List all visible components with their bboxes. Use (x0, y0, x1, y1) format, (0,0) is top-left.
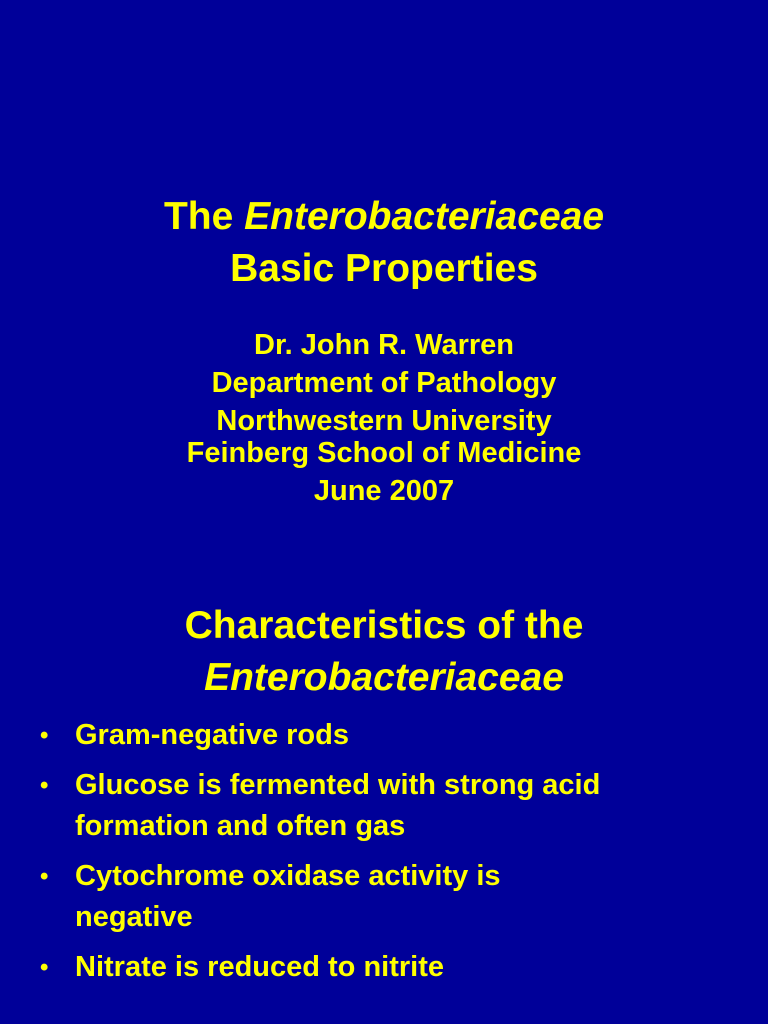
list-item (40, 856, 740, 938)
list-item (40, 715, 740, 756)
list-item (40, 765, 740, 847)
slide-title (0, 600, 768, 704)
date: June 2007 (313, 475, 455, 507)
bullet-line-1: Cytochrome oxidase activity is (75, 860, 501, 892)
title-line-1 (0, 191, 768, 243)
bullet-icon: • (40, 722, 49, 749)
title-line-1: Characteristics of the (184, 604, 584, 647)
title-line-2 (0, 652, 768, 704)
university: Northwestern University (216, 405, 552, 437)
content-slide (0, 512, 768, 1024)
author: Dr. John R. Warren (254, 329, 514, 361)
byline (0, 326, 768, 510)
bullet-line-1: Nitrate is reduced to nitrite (75, 951, 445, 983)
slide-title (0, 191, 768, 295)
list-item (40, 947, 740, 988)
title-italic: Enterobacteriaceae (204, 656, 564, 699)
bullet-line-2: negative (75, 901, 193, 933)
bullet-icon: • (40, 954, 49, 981)
school: Feinberg School of Medicine (186, 437, 582, 469)
title-prefix: The (163, 195, 234, 238)
bullet-line-1: Gram-negative rods (75, 719, 349, 751)
bullet-list (40, 715, 740, 997)
bullet-line-1: Glucose is fermented with strong acid (75, 769, 601, 801)
bullet-icon: • (40, 772, 49, 799)
bullet-icon: • (40, 863, 49, 890)
bullet-line-2: formation and often gas (75, 810, 406, 842)
department: Department of Pathology (211, 367, 557, 399)
title-italic: Enterobacteriaceae (244, 195, 605, 238)
title-line-2: Basic Properties (230, 247, 538, 290)
